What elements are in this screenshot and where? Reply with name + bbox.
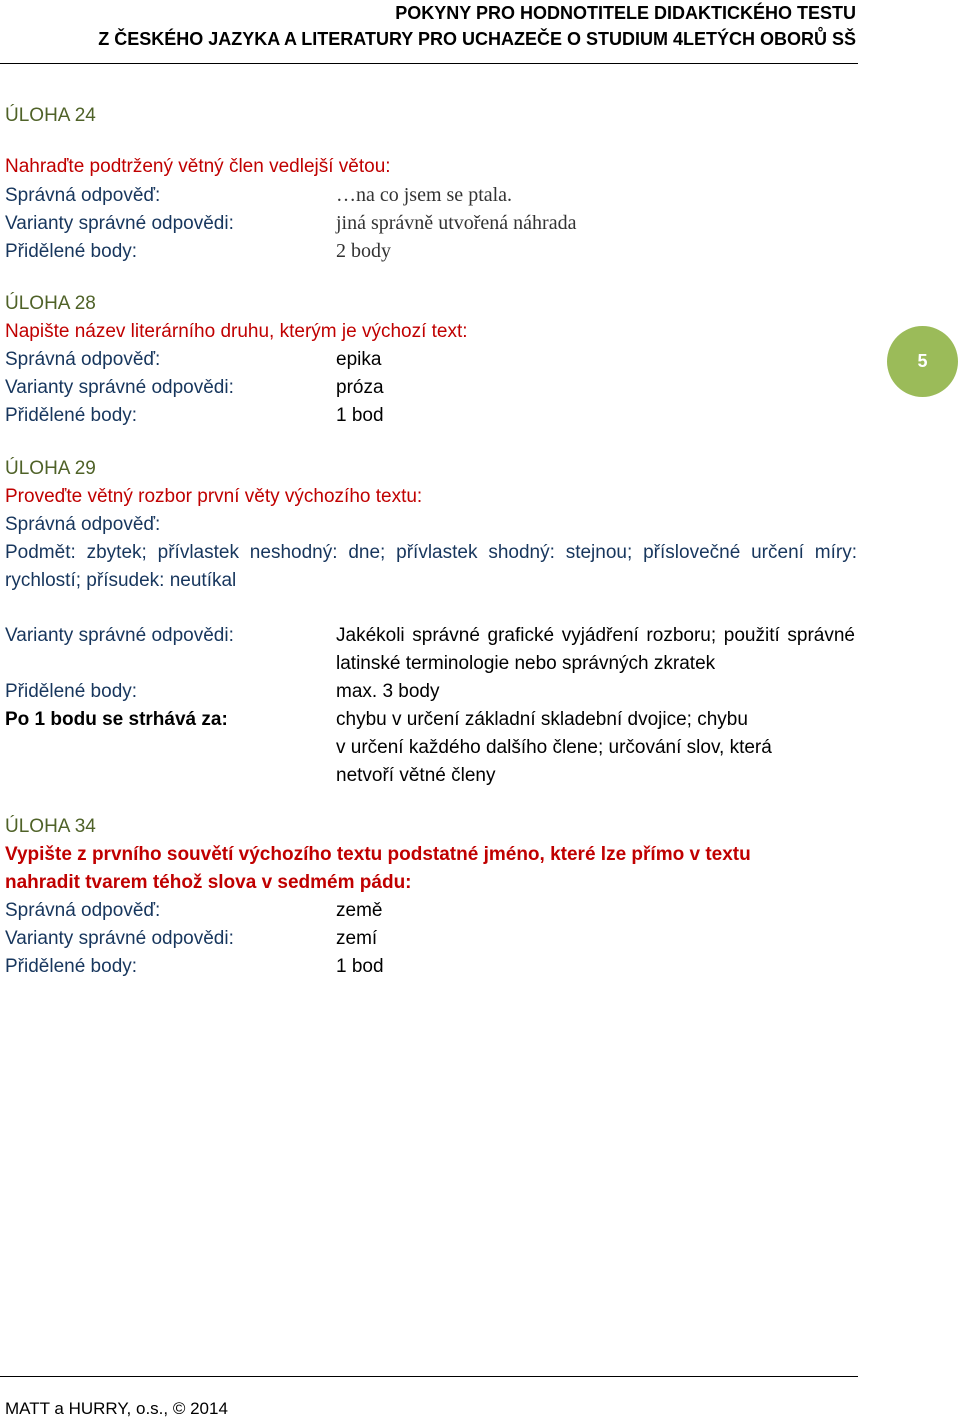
task-question-line-1: Vypište z prvního souvětí výchozího textu podstatné jméno, které lze přímo v textu (5, 844, 751, 865)
page-number-badge: 5 (887, 326, 958, 397)
variants-label: Varianty správné odpovědi: (5, 928, 234, 949)
points-label: Přidělené body: (5, 681, 138, 702)
answer-label: Správná odpověď: (5, 514, 161, 535)
deduct-line-3: netvoří větné členy (336, 765, 496, 786)
points-value: 1 bod (336, 956, 384, 977)
footer-rule (0, 1376, 858, 1377)
task-28 (5, 290, 857, 430)
task-number: ÚLOHA 24 (5, 105, 96, 126)
task-question: Napište název literárního druhu, kterým je výchozí text: (5, 321, 468, 342)
points-label: Přidělené body: (5, 241, 138, 262)
deduct-label: Po 1 bodu se strhává za: (5, 709, 228, 730)
variants-value: próza (336, 377, 384, 398)
task-number: ÚLOHA 34 (5, 816, 96, 837)
points-value: 2 body (336, 240, 391, 262)
task-number: ÚLOHA 29 (5, 458, 96, 479)
deduct-line-2: v určení každého dalšího člene; určování slov, která (336, 737, 772, 758)
task-number: ÚLOHA 28 (5, 293, 96, 314)
variants-value: Jakékoli správné grafické vyjádření rozboru; použití správné latinské terminologie nebo správných zkratek (336, 625, 855, 674)
points-value: max. 3 body (336, 681, 440, 702)
answer-label: Správná odpověď: (5, 900, 161, 921)
header-line-1: POKYNY PRO HODNOTITELE DIDAKTICKÉHO TESTU (395, 3, 856, 23)
variants-value: zemí (336, 928, 378, 949)
variants-value: jiná správně utvořená náhrada (336, 212, 577, 234)
points-value: 1 bod (336, 405, 384, 426)
answer-label: Správná odpověď: (5, 185, 161, 206)
task-34 (5, 813, 857, 981)
task-29 (5, 455, 857, 790)
task-question: Nahraďte podtržený větný člen vedlejší větou: (5, 156, 391, 177)
answer-value: epika (336, 349, 382, 370)
task-question: Proveďte větný rozbor první věty výchozího textu: (5, 486, 423, 507)
answer-value: …na co jsem se ptala. (336, 184, 513, 206)
page-header (98, 0, 856, 52)
points-label: Přidělené body: (5, 405, 138, 426)
footer-text: MATT a HURRY, o.s., © 2014 (5, 1399, 228, 1418)
header-line-2: Z ČESKÉHO JAZYKA A LITERATURY PRO UCHAZEČE O STUDIUM 4LETÝCH OBORŮ SŠ (98, 29, 856, 49)
variants-label: Varianty správné odpovědi: (5, 377, 234, 398)
variants-label: Varianty správné odpovědi: (5, 625, 234, 646)
task-24 (5, 102, 857, 265)
answer-text: Podmět: zbytek; přívlastek neshodný: dne; přívlastek shodný: stejnou; příslovečné určení míry: rychlostí; přísudek: neutíkal (5, 542, 857, 591)
answer-value: země (336, 900, 383, 921)
task-question-line-2: nahradit tvarem téhož slova v sedmém pádu: (5, 872, 412, 893)
variants-label: Varianty správné odpovědi: (5, 213, 234, 234)
deduct-line-1: chybu v určení základní skladební dvojice; chybu (336, 709, 748, 730)
points-label: Přidělené body: (5, 956, 138, 977)
header-rule (0, 63, 858, 64)
answer-label: Správná odpověď: (5, 349, 161, 370)
